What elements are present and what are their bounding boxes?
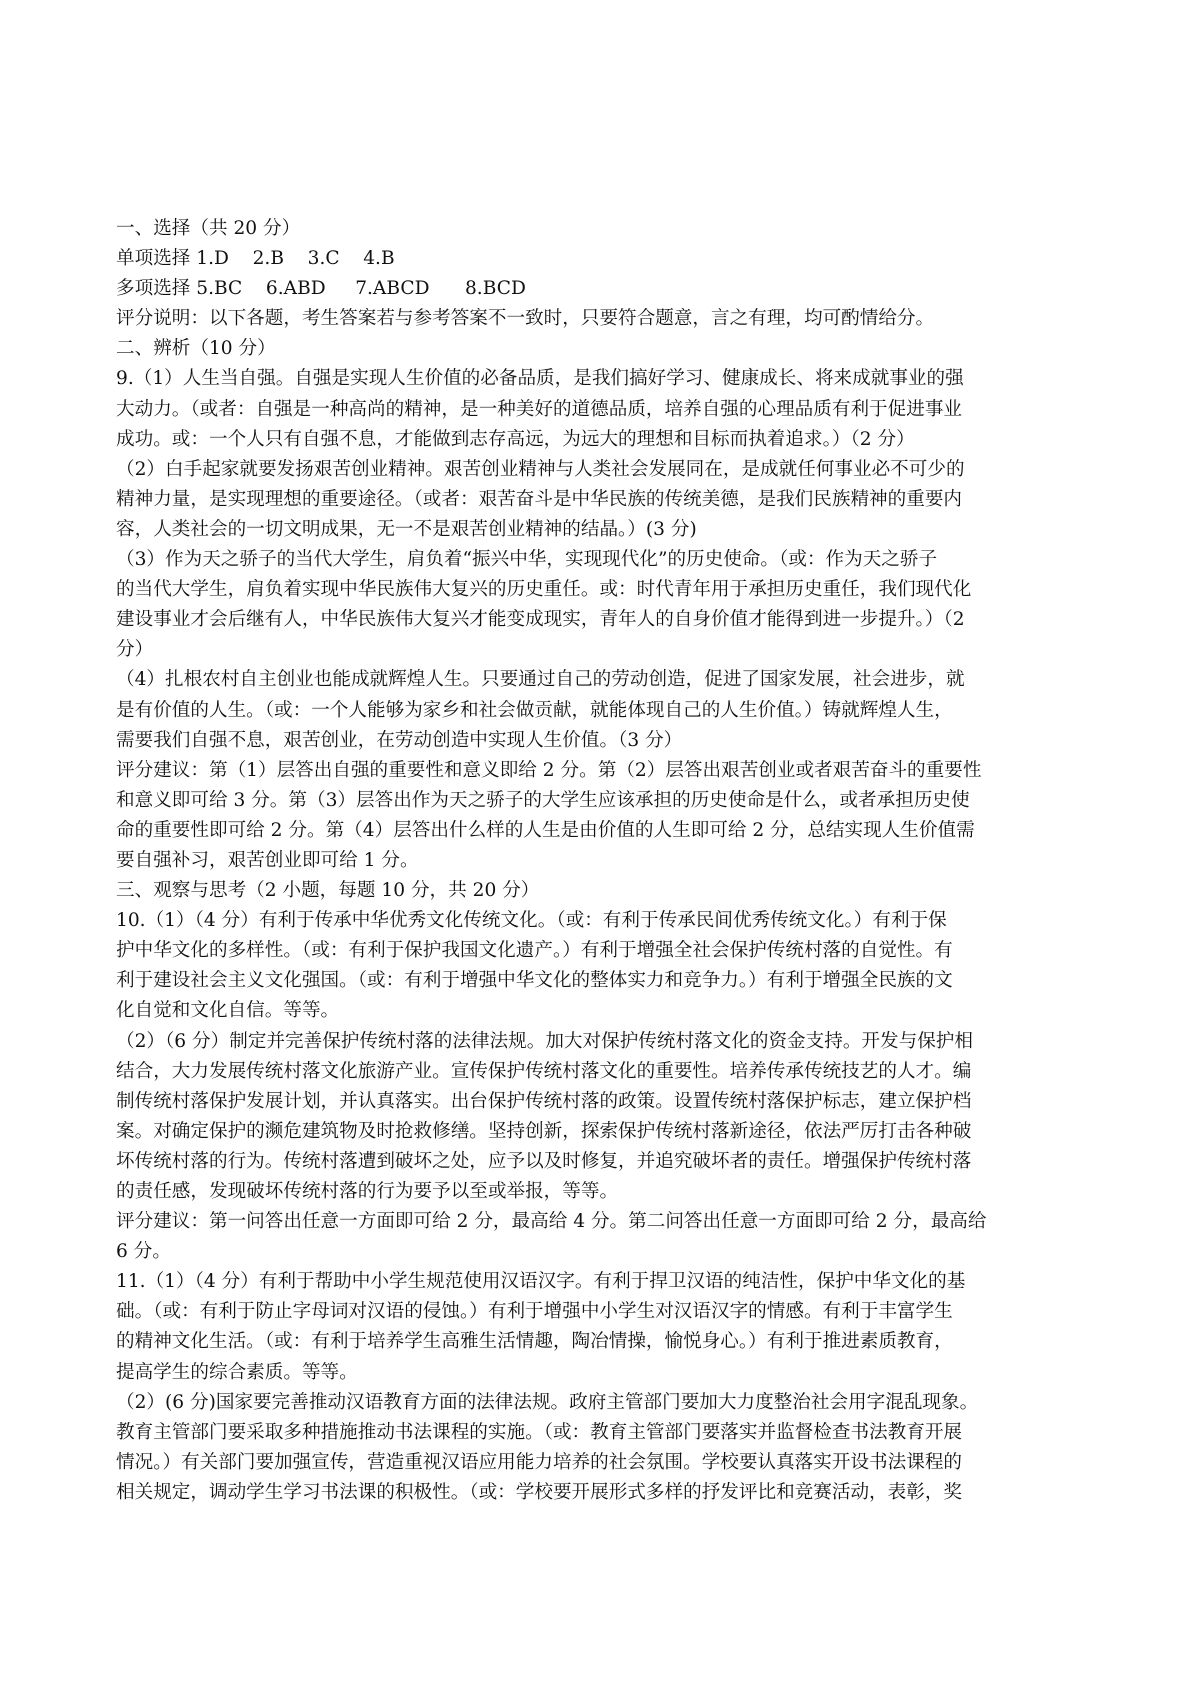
section-heading-analysis: 二、辨析（10 分） xyxy=(116,338,276,360)
paragraph-line: （2）白手起家就要发扬艰苦创业精神。艰苦创业精神与人类社会发展同在，是成就任何事业必不可少的 xyxy=(116,458,965,480)
paragraph-line: 大动力。（或者：自强是一种高尚的精神，是一种美好的道德品质，培养自强的心理品质有利于促进事业 xyxy=(116,398,963,420)
paragraph-line: 护中华文化的多样性。（或：有利于保护我国文化遗产。）有利于增强全社会保护传统村落的自觉性。有 xyxy=(116,940,953,962)
paragraph-line: 评分建议：第（1）层答出自强的重要性和意义即给 2 分。第（2）层答出艰苦创业或者艰苦奋斗的重要性 xyxy=(116,759,982,781)
paragraph-line: 利于建设社会主义文化强国。（或：有利于增强中华文化的整体实力和竞争力。）有利于增强全民族的文 xyxy=(116,970,953,992)
paragraph-line: 精神力量，是实现理想的重要途径。（或者：艰苦奋斗是中华民族的传统美德，是我们民族精神的重要内 xyxy=(116,488,963,510)
paragraph-line: 和意义即可给 3 分。第（3）层答出作为天之骄子的大学生应该承担的历史使命是什么，或者承担历史使 xyxy=(116,789,970,811)
paragraph-line: 坏传统村落的行为。传统村落遭到破坏之处，应予以及时修复，并追究破坏者的责任。增强保护传统村落 xyxy=(116,1150,972,1172)
single-choice-answers: 单项选择 1.D 2.B 3.C 4.B xyxy=(116,248,395,270)
paragraph-line: 分） xyxy=(116,639,154,661)
paragraph-line: 础。（或：有利于防止字母词对汉语的侵蚀。）有利于增强中小学生对汉语汉字的情感。有利于丰富学生 xyxy=(116,1301,953,1323)
paragraph-line: 10.（1）（4 分）有利于传承中华优秀文化传统文化。（或：有利于传承民间优秀传统文化。）有利于保 xyxy=(116,910,947,932)
scoring-note: 评分说明：以下各题，考生答案若与参考答案不一致时，只要符合题意，言之有理，均可酌情给分。 xyxy=(116,308,935,330)
paragraph-line: 教育主管部门要采取多种措施推动书法课程的实施。（或：教育主管部门要落实并监督检查书法教育开展 xyxy=(116,1421,963,1443)
paragraph-line: 制传统村落保护发展计划，并认真落实。出台保护传统村落的政策。设置传统村落保护标志，建立保护档 xyxy=(116,1090,972,1112)
paragraph-line: 命的重要性即可给 2 分。第（4）层答出什么样的人生是由价值的人生即可给 2 分，总结实现人生价值需 xyxy=(116,819,975,841)
paragraph-line: 9.（1）人生当自强。自强是实现人生价值的必备品质，是我们搞好学习、健康成长、将来成就事业的强 xyxy=(116,368,964,390)
paragraph-line: 相关规定，调动学生学习书法课的积极性。（或：学校要开展形式多样的抒发评比和竞赛活动，表彰，奖 xyxy=(116,1481,963,1503)
paragraph-line: 的责任感，发现破坏传统村落的行为要予以至或举报，等等。 xyxy=(116,1181,619,1202)
paragraph-line: 要自强补习，艰苦创业即可给 1 分。 xyxy=(116,849,419,871)
paragraph-line: 的精神文化生活。（或：有利于培养学生高雅生活情趣，陶冶情操，愉悦身心。）有利于推进素质教育， xyxy=(116,1331,953,1353)
paragraph-line: 11.（1）（4 分）有利于帮助中小学生规范使用汉语汉字。有利于捍卫汉语的纯洁性，保护中华文化的基 xyxy=(116,1271,966,1293)
paragraph-line: 提高学生的综合素质。等等。 xyxy=(116,1361,358,1383)
paragraph-line: 情况。）有关部门要加强宣传，营造重视汉语应用能力培养的社会氛围。学校要认真落实开设书法课程的 xyxy=(116,1451,963,1473)
paragraph-line: 案。对确定保护的濒危建筑物及时抢救修缮。坚持创新，探索保护传统村落新途径，依法严厉打击各种破 xyxy=(116,1120,972,1142)
paragraph-line: 6 分。 xyxy=(116,1241,171,1263)
paragraph-line: 建设事业才会后继有人，中华民族伟大复兴才能变成现实，青年人的自身价值才能得到进一步提升。）（2 xyxy=(116,609,965,631)
paragraph-line: 的当代大学生，肩负着实现中华民族伟大复兴的历史重任。或：时代青年用于承担历史重任，我们现代化 xyxy=(116,579,972,601)
paragraph-line xyxy=(116,1508,1090,1538)
paragraph-line: 化自觉和文化自信。等等。 xyxy=(116,1000,340,1022)
paragraph-line: 容，人类社会的一切文明成果，无一不是艰苦创业精神的结晶。）(3 分) xyxy=(116,518,697,540)
paragraph-line: （3）作为天之骄子的当代大学生，肩负着“振兴中华，实现现代化”的历史使命。（或：作为天之骄子 xyxy=(116,549,938,571)
paragraph-line: 是有价值的人生。（或：一个人能够为家乡和社会做贡献，就能体现自己的人生价值。）铸就辉煌人生， xyxy=(116,699,953,721)
multi-choice-answers: 多项选择 5.BC 6.ABD 7.ABCD 8.BCD xyxy=(116,278,526,300)
paragraph-line: （2）(6 分)国家要完善推动汉语教育方面的法律法规。政府主管部门要加大力度整治社会用字混乱现象。 xyxy=(116,1391,979,1413)
paragraph-line: 成功。或：一个人只有自强不息，才能做到志存高远，为远大的理想和目标而执着追求。）（2 分） xyxy=(116,428,915,450)
paragraph-line: 结合，大力发展传统村落文化旅游产业。宣传保护传统村落文化的重要性。培养传承传统技艺的人才。编 xyxy=(116,1060,972,1082)
section-heading-observation: 三、观察与思考（2 小题，每题 10 分，共 20 分） xyxy=(116,880,540,902)
paragraph-line: （2）（6 分）制定并完善保护传统村落的法律法规。加大对保护传统村落文化的资金支持。开发与保护相 xyxy=(116,1030,973,1052)
paragraph-line: 需要我们自强不息，艰苦创业，在劳动创造中实现人生价值。（3 分） xyxy=(116,729,683,751)
paragraph-line: （4）扎根农村自主创业也能成就辉煌人生。只要通过自己的劳动创造，促进了国家发展，社会进步，就 xyxy=(116,669,965,691)
paragraph-line: 评分建议：第一问答出任意一方面即可给 2 分，最高给 4 分。第二问答出任意一方面即可给 2 分，最高给 xyxy=(116,1211,987,1233)
section-heading-choice: 一、选择（共 20 分） xyxy=(116,218,301,239)
answer-key-document xyxy=(116,214,1090,1538)
